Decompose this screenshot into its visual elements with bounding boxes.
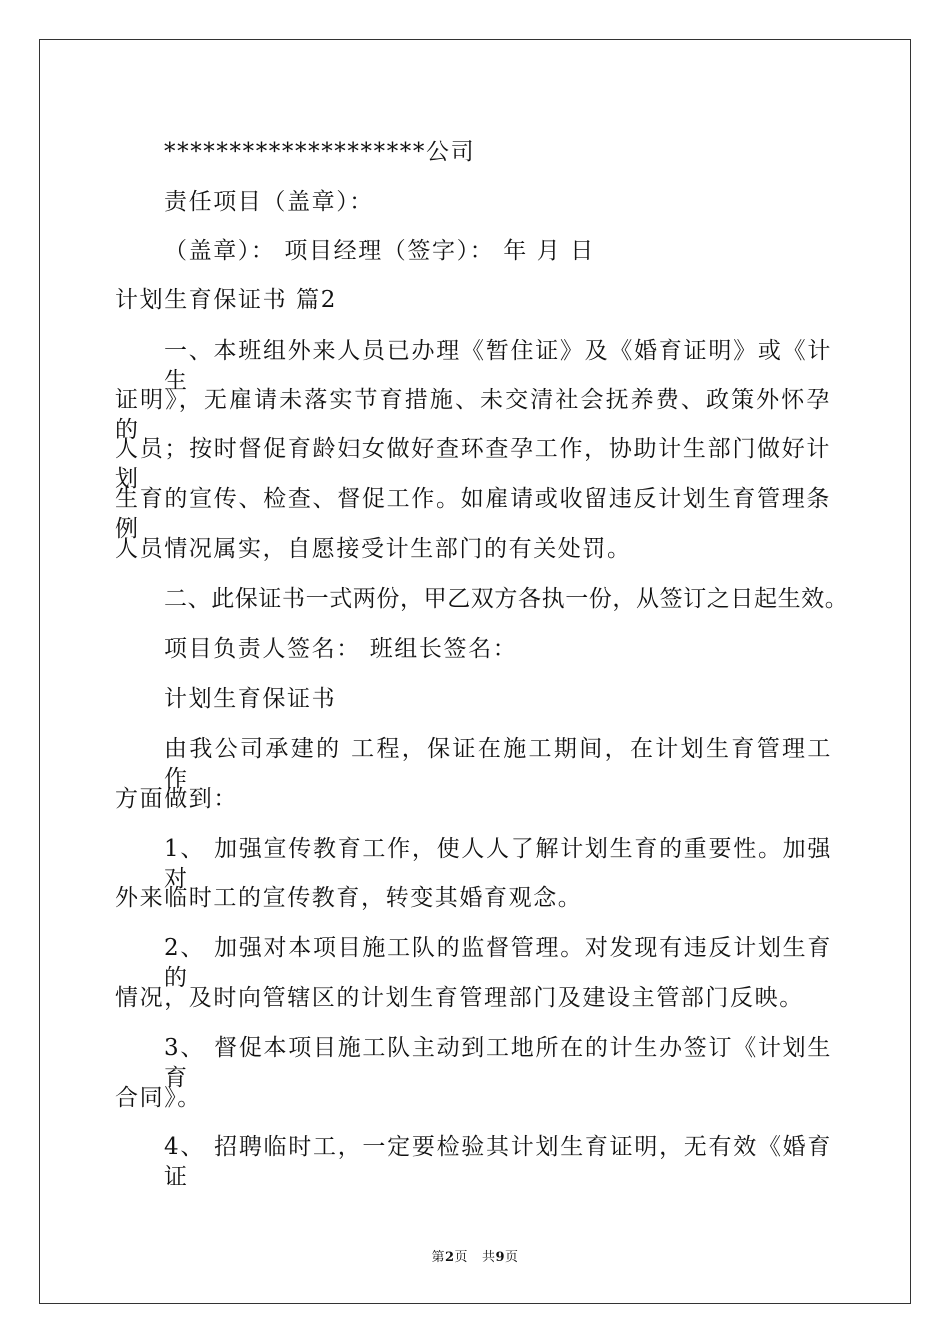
page-number: 2: [444, 1250, 455, 1265]
item-2-line-2: 情况，及时向管辖区的计划生育管理部门及建设主管部门反映。: [115, 985, 804, 1011]
item-3-line-2: 合同》。: [115, 1085, 202, 1111]
item-1-line-2: 外来临时工的宣传教育，转变其婚育观念。: [115, 885, 583, 911]
page-frame: [39, 39, 911, 1304]
page-footer: [0, 1246, 950, 1265]
item-2-line-1: 2、 加强对本项目施工队的监督管理。对发现有违反计划生育的: [164, 935, 832, 991]
clause-1-line-1: 一、本班组外来人员已办理《暂住证》及《婚育证明》或《计生: [164, 338, 832, 394]
page-suffix: 页: [454, 1250, 469, 1265]
total-pages: 9: [495, 1250, 506, 1265]
intro-line-2: 方面做到：: [115, 786, 238, 812]
responsible-project-line: 责任项目（盖章）：: [164, 189, 374, 215]
item-3-line-1: 3、 督促本项目施工队主动到工地所在的计生办签订《计划生育: [164, 1035, 832, 1091]
company-line: ********************公司: [164, 139, 476, 165]
document-subtitle: 计划生育保证书: [164, 686, 337, 712]
total-prefix: 共: [481, 1250, 496, 1265]
clause-2-line: 二、此保证书一式两份，甲乙双方各执一份，从签订之日起生效。: [164, 586, 849, 612]
intro-line-1: 由我公司承建的 工程，保证在施工期间，在计划生育管理工作: [164, 736, 832, 792]
item-1-line-1: 1、 加强宣传教育工作，使人人了解计划生育的重要性。加强对: [164, 836, 832, 892]
clause-1-line-5: 人员情况属实，自愿接受计生部门的有关处罚。: [115, 536, 632, 562]
item-4-line-1: 4、 招聘临时工，一定要检验其计划生育证明，无有效《婚育证: [164, 1134, 832, 1190]
section-heading: 计划生育保证书 篇2: [115, 287, 337, 313]
page-prefix: 第: [431, 1250, 445, 1265]
clause-1-line-4: 生育的宣传、检查、督促工作。如雇请或收留违反计划生育管理条例: [115, 486, 831, 542]
signature-line: 项目负责人签名： 班组长签名：: [164, 636, 518, 662]
seal-signature-line: （盖章）： 项目经理（签字）： 年 月 日: [164, 238, 595, 264]
total-suffix: 页: [505, 1250, 519, 1265]
clause-1-line-3: 人员；按时督促育龄妇女做好查环查孕工作，协助计生部门做好计划: [115, 436, 831, 492]
clause-1-line-2: 证明》，无雇请未落实节育措施、未交清社会抚养费、政策外怀孕的: [115, 387, 831, 443]
